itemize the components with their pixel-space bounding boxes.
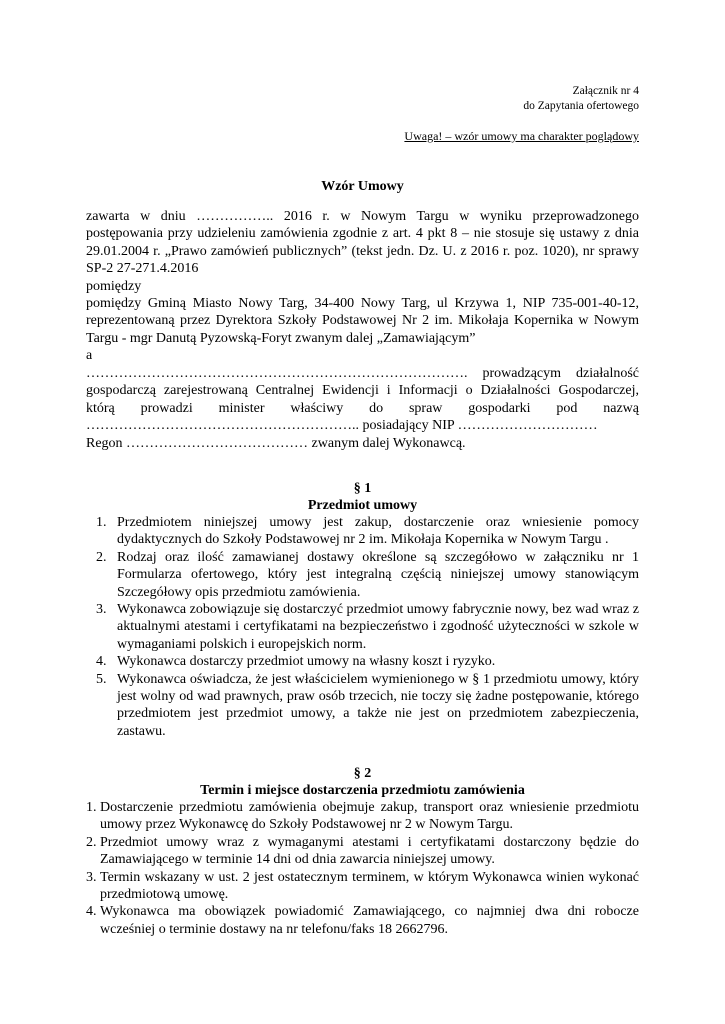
intro-ordering-party: pomiędzy Gminą Miasto Nowy Targ, 34-400 Nowy Targ, ul Krzywa 1, NIP 735-001-40-12, reprezentowaną przez Dyrektora Szkoły Podstawowej Nr 2 im. Mikołaja Kopernika w Nowym Targu - mgr Danutą Pyzowską-Foryt zwanym dalej „Zamawiającym” — [86, 296, 639, 346]
contractor-line: gospodarczą zarejestrowaną Centralnej Ewidencji i Informacji o Działalności Gospodarczej, — [86, 383, 639, 399]
item-text: Wykonawca zobowiązuje się dostarczyć przedmiot umowy fabrycznie nowy, bez wad wraz z aktualnymi atestami i certyfikatami na bezpieczeństwo i zgodność użyteczności w szkole w wymaganiami polskich i europejskich norm. — [117, 602, 639, 652]
list-item — [86, 799, 639, 834]
item-text: Wykonawca dostarczy przedmiot umowy na własny koszt i ryzyko. — [117, 654, 496, 670]
list-item — [86, 601, 639, 653]
item-number: 1. — [96, 515, 107, 530]
item-text: Przedmiotem niniejszej umowy jest zakup, dostarczenie oraz wniesienie pomocy dydaktycznych do Szkoły Podstawowej nr 2 im. Mikołaja Kopernika w Nowym Targu . — [117, 515, 639, 548]
contractor-line: Regon ………………………………… zwanym dalej Wykonawcą. — [86, 435, 466, 451]
list-item — [86, 514, 639, 549]
item-text: Dostarczenie przedmiotu zamówienia obejmuje zakup, transport oraz wniesienie przedmiotu umowy przez Wykonawcę do Szkoły Podstawowej nr 2 w Nowym Targu. — [100, 800, 639, 833]
list-item — [86, 903, 639, 938]
list-item — [86, 549, 639, 601]
list-item — [86, 869, 639, 904]
contractor-line: ………………………………………………….. posiadający NIP ………………………… — [86, 418, 598, 434]
item-number: 3. — [86, 869, 97, 885]
intro-between: pomiędzy — [86, 278, 142, 294]
attachment-reference: do Zapytania ofertowego — [523, 100, 639, 112]
section-2-title: Termin i miejsce dostarczenia przedmiotu zamówienia — [200, 783, 525, 798]
item-number: 3. — [96, 602, 107, 618]
section-1-list — [86, 514, 639, 740]
document-title: Wzór Umowy — [321, 179, 404, 194]
item-number: 2. — [86, 834, 97, 850]
list-item — [86, 834, 639, 869]
item-number: 4. — [96, 654, 107, 670]
list-item — [86, 671, 639, 741]
item-number: 1. — [86, 800, 97, 815]
intro-and: a — [86, 348, 93, 364]
item-number: 2. — [96, 549, 107, 565]
item-text: Rodzaj oraz ilość zamawianej dostawy określone są szczegółowo w załączniku nr 1 Formularza ofertowego, który jest integralną częścią niniejszej umowy stanowiącym Szczegółowy opis przedmiotu zamówienia. — [117, 549, 639, 600]
list-item — [86, 653, 639, 670]
item-text: Wykonawca oświadcza, że jest właścicielem wymienionego w § 1 przedmiotu umowy, który jest wolny od wad prawnych, praw osób trzecich, nie toczy się żadne postępowanie, którego przedmiotem jest przedmiot umowy, a także nie jest on przedmiotem zabezpieczenia, zastawu. — [117, 671, 639, 739]
section-1-number: § 1 — [353, 481, 372, 496]
section-2-number: § 2 — [353, 766, 372, 781]
section-1-title: Przedmiot umowy — [307, 498, 418, 513]
contractor-block — [86, 365, 639, 452]
intro-block — [86, 208, 639, 365]
notice-text: Uwaga! – wzór umowy ma charakter poglądowy — [404, 129, 639, 143]
item-number: 5. — [96, 671, 107, 687]
contractor-line: którą prowadzi minister właściwy do spraw gospodarki pod nazwą — [86, 400, 639, 416]
intro-paragraph: zawarta w dniu …………….. 2016 r. w Nowym Targu w wyniku przeprowadzonego postępowania przy udzieleniu zamówienia zgodnie z art. 4 pkt 8 – nie stosuje się ustawy z dnia 29.01.2004 r. „Prawo zamówień publicznych” (tekst jedn. Dz. U. z 2016 r. poz. 1020), nr sprawy SP-2 27-271.4.2016 — [86, 209, 639, 277]
item-text: Wykonawca ma obowiązek powiadomić Zamawiającego, co najmniej dwa dni robocze wcześniej o terminie dostawy na nr telefonu/faks 18 2662796. — [100, 904, 639, 937]
item-text: Termin wskazany w ust. 2 jest ostatecznym terminem, w którym Wykonawca winien wykonać przedmiotową umowę. — [100, 869, 639, 903]
item-text: Przedmiot umowy wraz z wymaganymi atestami i certyfikatami dostarczony będzie do Zamawiającego w terminie 14 dni od dnia zawarcia niniejszej umowy. — [100, 834, 639, 868]
section-2-list — [86, 799, 639, 938]
item-number: 4. — [86, 904, 97, 920]
attachment-label: Załącznik nr 4 — [572, 85, 639, 97]
contractor-line: ………………………………………………………………………. prowadzącym działalność — [86, 366, 639, 381]
